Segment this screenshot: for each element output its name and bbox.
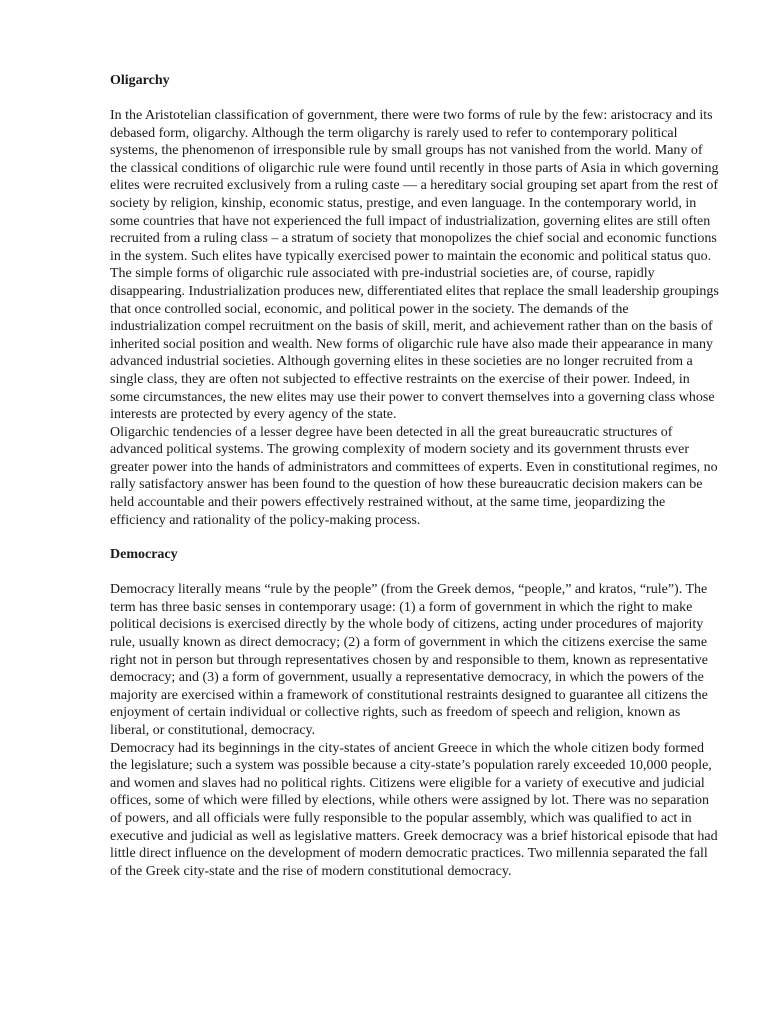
paragraph-oligarchy-3: Oligarchic tendencies of a lesser degree have been detected in all the great bureaucratic structures of advanced political systems. The growing complexity of modern society and its government thrusts ever greater power into the hands of administrators and committees of experts. Even in constitutional regimes, no rally satisfactory answer has been found to the question of how these bureaucratic decision makers can be held accountable and their powers effectively restrained without, at the same time, jeopardizing the efficiency and rationality of the policy-making process. [110, 424, 718, 528]
paragraph-democracy-2: Democracy had its beginnings in the city-states of ancient Greece in which the whole citizen body formed the legislature; such a system was possible because a city-state’s population rarely exceeded 10,000 people, and women and slaves had no political rights. Citizens were eligible for a variety of executive and judicial offices, some of which were filled by elections, while others were assigned by lot. There was no separation of powers, and all officials were fully responsible to the popular assembly, which was qualified to act in executive and judicial as well as legislative matters. Greek democracy was a brief historical episode that had little direct influence on the development of modern democratic practices. Two millennia separated the fall of the Greek city-state and the rise of modern constitutional democracy. [110, 740, 718, 879]
spacer [110, 90, 720, 107]
paragraph-democracy-1: Democracy literally means “rule by the people” (from the Greek demos, “people,” and kratos, “rule”). The term has three basic senses in contemporary usage: (1) a form of government in which the right to make political decisions is exercised directly by the whole body of citizens, acting under procedures of majority rule, usually known as direct democracy; (2) a form of government in which the citizens exercise the same right not in person but through representatives chosen by and responsible to them, known as representative democracy; and (3) a form of government, usually a representative democracy, in which the powers of the majority are exercised within a framework of constitutional restraints designed to guarantee all citizens the enjoyment of certain individual or collective rights, such as freedom of speech and religion, known as liberal, or constitutional, democracy. [110, 582, 708, 738]
document-page [110, 72, 720, 880]
spacer [110, 529, 720, 546]
section-heading-democracy: Democracy [110, 547, 178, 563]
spacer [110, 564, 720, 581]
paragraph-oligarchy-2: The simple forms of oligarchic rule associated with pre-industrial societies are, of course, rapidly disappearing. Industrialization produces new, differentiated elites that replace the small leadership groupings that once controlled social, economic, and political power in the society. The demands of the industrialization compel recruitment on the basis of skill, merit, and achievement rather than on the basis of inherited social position and wealth. New forms of oligarchic rule have also made their appearance in many advanced industrial societies. Although governing elites in these societies are no longer recruited from a single class, they are often not subjected to effective restraints on the exercise of their power. Indeed, in some circumstances, the new elites may use their power to convert themselves into a governing class whose interests are protected by every agency of the state. [110, 266, 719, 423]
section-heading-oligarchy: Oligarchy [110, 73, 170, 88]
paragraph-oligarchy-1: In the Aristotelian classification of government, there were two forms of rule by the few: aristocracy and its debased form, oligarchy. Although the term oligarchy is rarely used to refer to contemporary political systems, the phenomenon of irresponsible rule by small groups has not vanished from the world. Many of the classical conditions of oligarchic rule were found until recently in those parts of Asia in which governing elites were recruited exclusively from a ruling caste — a hereditary social grouping set apart from the rest of society by religion, kinship, economic status, prestige, and even language. In the contemporary world, in some countries that have not experienced the full impact of industrialization, governing elites are still often recruited from a ruling class – a stratum of society that monopolizes the chief social and economic functions in the system. Such elites have typically exercised power to maintain the economic and political status quo. [110, 108, 719, 264]
